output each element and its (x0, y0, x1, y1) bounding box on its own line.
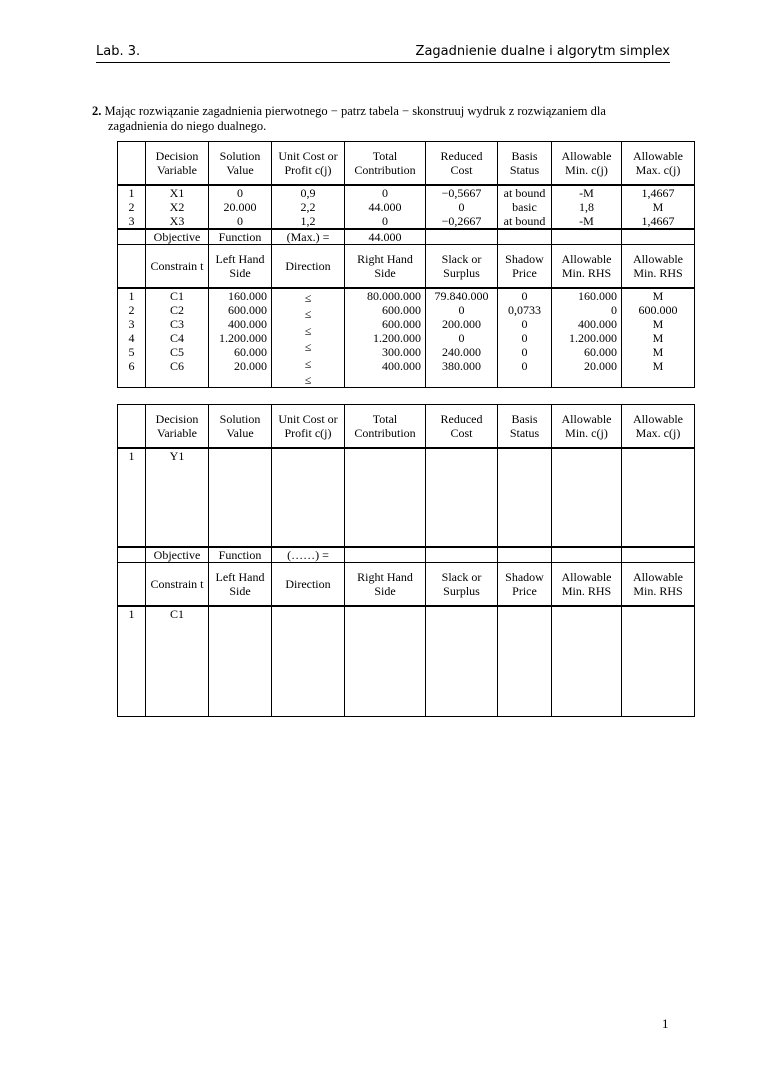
header-cell: Allowable Min. RHS (552, 563, 622, 606)
constraints-body-row (118, 606, 695, 717)
var-min-cell: -M 1,8 -M (552, 185, 622, 229)
con-index-cell: 1 (118, 606, 146, 717)
header-cell: Unit Cost or Profit c(j) (272, 405, 345, 448)
header-cell: Allowable Max. c(j) (622, 405, 695, 448)
page-number: 1 (662, 1016, 669, 1031)
var-name-cell: Y1 (146, 448, 209, 547)
page-header (96, 42, 670, 63)
constraints-header-row (118, 563, 695, 606)
dual-solution-table (117, 404, 695, 717)
objective-sense: (……) = (272, 547, 345, 563)
con-max-rhs-cell: M 600.000 M M M M (622, 288, 695, 388)
task-line-2: zagadnienia do niego dualnego. (108, 119, 267, 133)
header-cell: Shadow Price (498, 563, 552, 606)
header-cell: Allowable Max. c(j) (622, 142, 695, 185)
header-cell: Basis Status (498, 142, 552, 185)
variables-body-row (118, 185, 695, 229)
header-cell: Allowable Min. c(j) (552, 142, 622, 185)
header-cell: Solution Value (209, 142, 272, 185)
header-cell: Right Hand Side (345, 563, 426, 606)
con-lhs-cell: 160.000 600.000 400.000 1.200.000 60.000 20.000 (209, 288, 272, 388)
header-cell (118, 563, 146, 606)
objective-sense: (Max.) = (272, 229, 345, 245)
header-cell: Allowable Min. c(j) (552, 405, 622, 448)
variables-header-row (118, 405, 695, 448)
header-cell: Constrain t (146, 563, 209, 606)
header-cell: Allowable Min. RHS (552, 245, 622, 288)
var-basis-cell: at bound basic at bound (498, 185, 552, 229)
header-cell: Unit Cost or Profit c(j) (272, 142, 345, 185)
var-reduced-cell: −0,5667 0 −0,2667 (426, 185, 498, 229)
var-name-cell: X1 X2 X3 (146, 185, 209, 229)
variables-body-row (118, 448, 695, 547)
task-text (92, 104, 670, 134)
objective-function-label: Function (209, 547, 272, 563)
header-cell: Total Contribution (345, 405, 426, 448)
objective-label: Objective (146, 229, 209, 245)
header-cell: Basis Status (498, 405, 552, 448)
header-cell: Direction (272, 245, 345, 288)
con-index-cell: 1 2 3 4 5 6 (118, 288, 146, 388)
header-cell: Left Hand Side (209, 563, 272, 606)
header-cell: Right Hand Side (345, 245, 426, 288)
objective-function-label: Function (209, 229, 272, 245)
var-max-cell: 1,4667 M 1,4667 (622, 185, 695, 229)
header-cell: Slack or Surplus (426, 563, 498, 606)
header-cell: Allowable Min. RHS (622, 563, 695, 606)
header-cell: Direction (272, 563, 345, 606)
task-number: 2. (92, 104, 102, 118)
con-slack-cell: 79.840.000 0 200.000 0 240.000 380.000 (426, 288, 498, 388)
primal-solution-table (117, 141, 695, 388)
variables-header-row (118, 142, 695, 185)
header-title: Zagadnienie dualne i algorytm simplex (415, 44, 670, 59)
con-rhs-cell: 80.000.000 600.000 600.000 1.200.000 300.000 400.000 (345, 288, 426, 388)
header-cell: Reduced Cost (426, 405, 498, 448)
header-cell: Decision Variable (146, 405, 209, 448)
objective-row (118, 229, 695, 245)
objective-value: 44.000 (345, 229, 426, 245)
header-lab-label: Lab. 3. (96, 44, 141, 59)
constraints-body-row (118, 288, 695, 388)
objective-label: Objective (146, 547, 209, 563)
task-line-1: Mając rozwiązanie zagadnienia pierwotnego − patrz tabela − skonstruuj wydruk z rozwiązaniem dla (104, 104, 606, 118)
con-direction-cell: ≤ ≤ ≤ ≤ ≤ ≤ (272, 288, 345, 388)
header-cell: Shadow Price (498, 245, 552, 288)
var-index-cell: 1 (118, 448, 146, 547)
con-name-cell: C1 C2 C3 C4 C5 C6 (146, 288, 209, 388)
header-cell: Solution Value (209, 405, 272, 448)
var-total-cell: 0 44.000 0 (345, 185, 426, 229)
constraints-header-row (118, 245, 695, 288)
header-cell (118, 142, 146, 185)
header-cell: Allowable Min. RHS (622, 245, 695, 288)
objective-row (118, 547, 695, 563)
header-cell: Slack or Surplus (426, 245, 498, 288)
con-shadow-cell: 0 0,0733 0 0 0 0 (498, 288, 552, 388)
var-value-cell: 0 20.000 0 (209, 185, 272, 229)
header-cell (118, 245, 146, 288)
header-cell (118, 405, 146, 448)
header-cell: Total Contribution (345, 142, 426, 185)
var-cost-cell: 0,9 2,2 1,2 (272, 185, 345, 229)
header-cell: Constrain t (146, 245, 209, 288)
objective-value (345, 547, 426, 563)
var-index-cell: 1 2 3 (118, 185, 146, 229)
con-name-cell: C1 (146, 606, 209, 717)
con-min-rhs-cell: 160.000 0 400.000 1.200.000 60.000 20.000 (552, 288, 622, 388)
header-cell: Reduced Cost (426, 142, 498, 185)
header-cell: Decision Variable (146, 142, 209, 185)
header-cell: Left Hand Side (209, 245, 272, 288)
